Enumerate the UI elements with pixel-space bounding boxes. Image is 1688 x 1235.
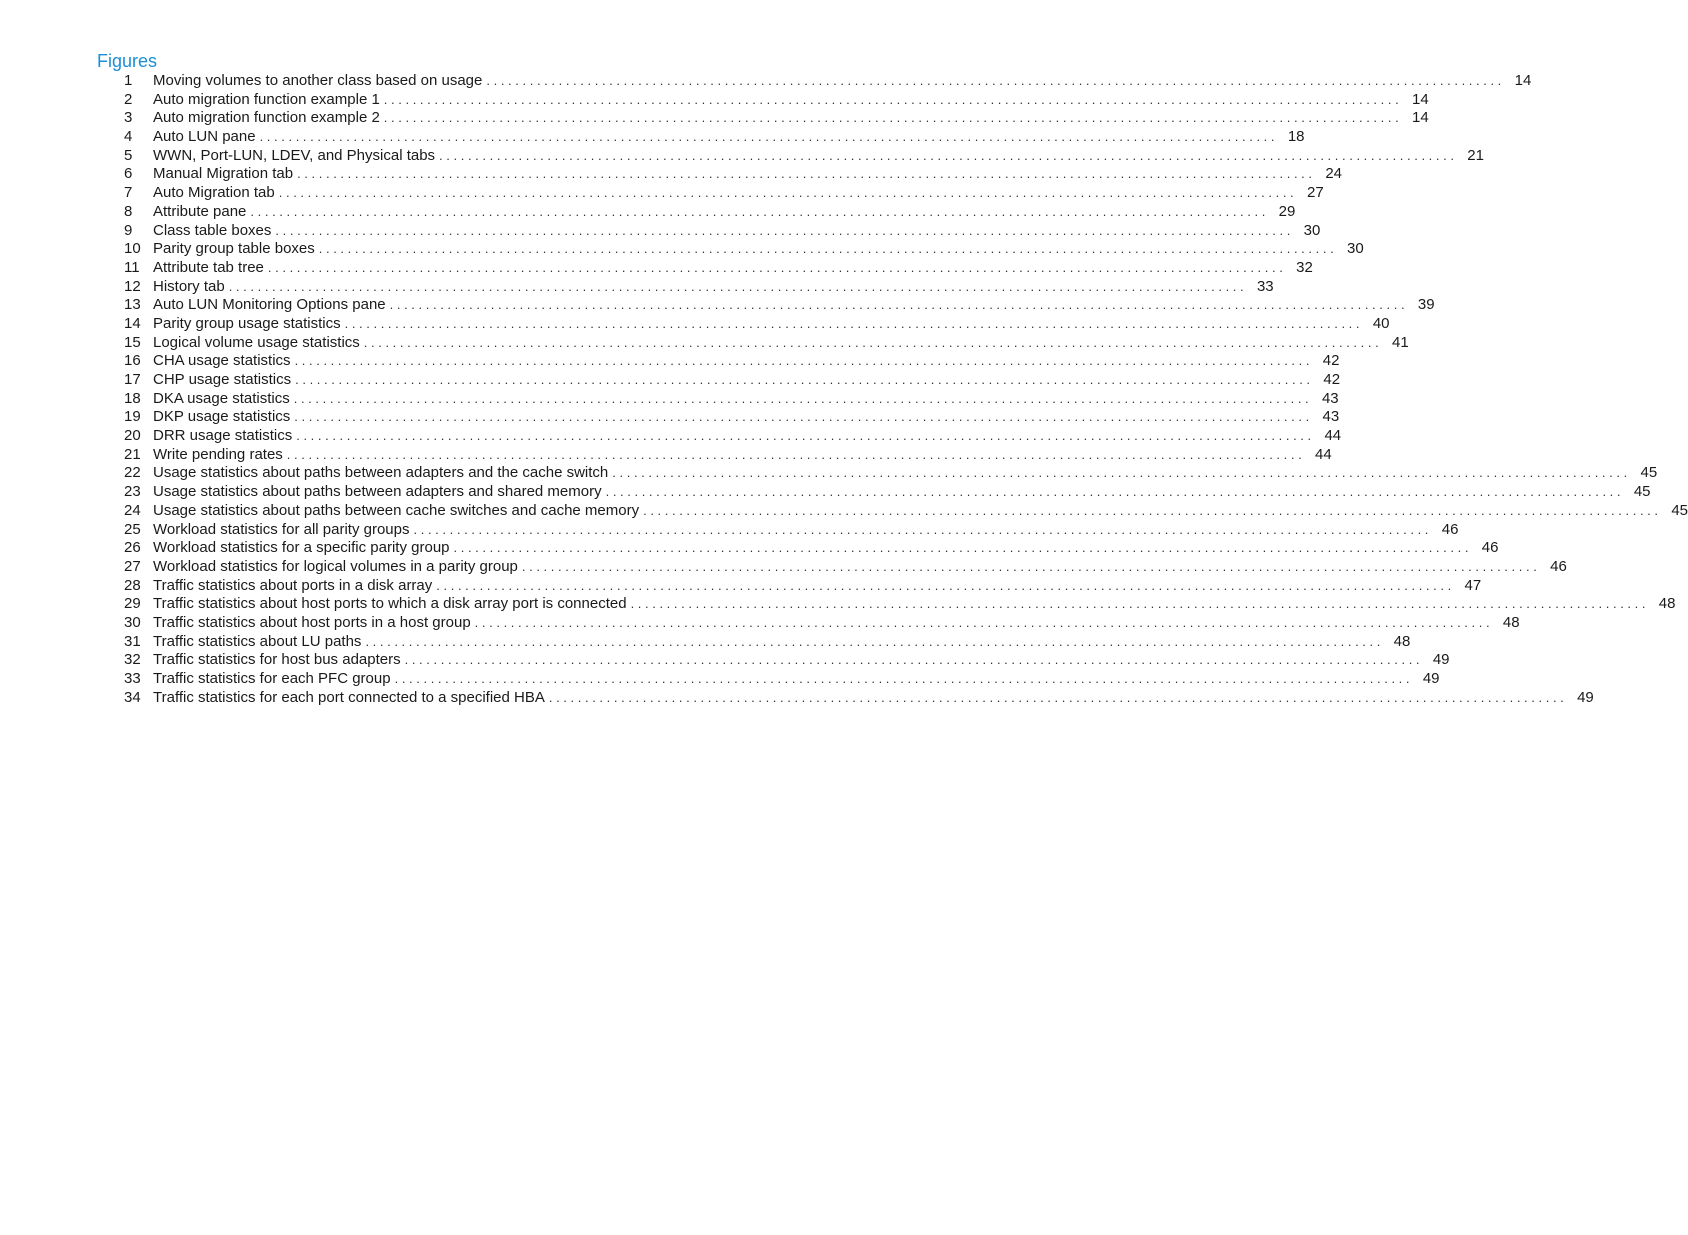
figure-number: 24 xyxy=(124,501,141,519)
figure-title[interactable]: Traffic statistics about ports in a disk array xyxy=(153,576,433,594)
figure-number: 8 xyxy=(124,202,133,220)
page-number[interactable]: 29 xyxy=(1278,202,1296,220)
page-number[interactable]: 48 xyxy=(1658,595,1676,613)
figure-entry[interactable] xyxy=(124,202,1296,222)
dot-leader xyxy=(279,184,1294,203)
page-number[interactable]: 27 xyxy=(1306,184,1324,202)
figure-title[interactable]: DKA usage statistics xyxy=(153,389,290,407)
figure-entry[interactable] xyxy=(124,333,1409,353)
page-number[interactable]: 48 xyxy=(1502,613,1520,631)
figure-entry[interactable] xyxy=(124,184,1324,203)
figure-entry[interactable] xyxy=(124,595,1676,614)
figure-entry[interactable] xyxy=(124,408,1340,427)
figure-entry[interactable] xyxy=(124,651,1450,670)
figure-entry[interactable] xyxy=(124,427,1342,446)
dot-leader xyxy=(436,577,1451,596)
figure-number: 2 xyxy=(124,90,133,108)
figure-title[interactable]: Traffic statistics about host ports in a host group xyxy=(153,613,471,631)
figure-title[interactable]: Attribute tab tree xyxy=(153,258,264,276)
figure-title[interactable]: Usage statistics about paths between adapters and shared memory xyxy=(153,483,602,501)
figure-title[interactable]: Traffic statistics about host ports to which a disk array port is connected xyxy=(153,595,627,613)
dot-leader xyxy=(268,259,1283,278)
figure-number: 32 xyxy=(124,651,141,669)
dot-leader xyxy=(475,614,1490,633)
dot-leader xyxy=(287,446,1302,465)
figure-number: 4 xyxy=(124,128,133,146)
figure-entry[interactable] xyxy=(124,520,1459,540)
page-number[interactable]: 41 xyxy=(1392,333,1409,351)
figure-title[interactable]: Class table boxes xyxy=(153,221,272,239)
page-number[interactable]: 21 xyxy=(1467,146,1484,164)
dot-leader xyxy=(439,147,1454,166)
figure-number: 10 xyxy=(124,240,141,258)
figure-number: 28 xyxy=(124,576,141,594)
dot-leader xyxy=(631,595,1646,614)
figure-title[interactable]: Usage statistics about paths between cache switches and cache memory xyxy=(153,501,640,519)
figure-number: 27 xyxy=(124,557,141,575)
figure-title[interactable]: Parity group usage statistics xyxy=(153,314,341,332)
figure-number: 3 xyxy=(124,109,133,127)
figure-title[interactable]: Traffic statistics for host bus adapters xyxy=(153,651,401,669)
figure-entry[interactable] xyxy=(124,90,1429,110)
page-number[interactable]: 43 xyxy=(1322,408,1340,426)
figure-number: 18 xyxy=(124,389,141,407)
section-title: Figures xyxy=(97,51,158,71)
figure-title[interactable]: DKP usage statistics xyxy=(153,408,291,426)
figure-entry[interactable] xyxy=(124,632,1411,652)
figure-number: 7 xyxy=(124,184,133,202)
dot-leader xyxy=(319,240,1334,259)
figure-title[interactable]: History tab xyxy=(153,277,225,295)
figure-title[interactable]: Auto migration function example 1 xyxy=(153,90,380,108)
figure-number: 33 xyxy=(124,670,141,687)
figure-entry[interactable] xyxy=(124,670,1440,689)
dot-leader xyxy=(250,203,1265,222)
page-number[interactable]: 49 xyxy=(1432,651,1450,669)
figure-title[interactable]: Workload statistics for a specific parity group xyxy=(153,539,450,557)
page-number[interactable]: 30 xyxy=(1303,221,1321,239)
figure-number: 11 xyxy=(124,258,140,276)
figure-title[interactable]: Usage statistics about paths between adapters and the cache switch xyxy=(153,464,609,482)
page-number[interactable]: 45 xyxy=(1640,464,1658,482)
figure-number: 22 xyxy=(124,464,141,482)
figure-number: 19 xyxy=(124,408,141,426)
figure-title[interactable]: CHP usage statistics xyxy=(153,371,292,388)
page-number[interactable]: 46 xyxy=(1550,557,1567,575)
page-number[interactable]: 14 xyxy=(1514,72,1532,89)
dot-leader xyxy=(295,352,1310,371)
figure-title[interactable]: WWN, Port-LUN, LDEV, and Physical tabs xyxy=(153,146,436,164)
dot-leader xyxy=(643,502,1658,521)
dot-leader xyxy=(486,72,1501,91)
figure-number: 13 xyxy=(124,296,141,314)
page-number[interactable]: 49 xyxy=(1577,688,1594,706)
figure-title[interactable]: Auto LUN pane xyxy=(153,128,256,146)
dot-leader xyxy=(606,483,1621,502)
figure-title[interactable]: Auto migration function example 2 xyxy=(153,109,380,127)
figure-number: 26 xyxy=(124,539,141,557)
page-number[interactable]: 47 xyxy=(1464,576,1482,594)
dot-leader xyxy=(522,558,1537,577)
figure-title[interactable]: Auto Migration tab xyxy=(153,184,275,202)
page-number[interactable]: 46 xyxy=(1441,520,1459,538)
dot-leader xyxy=(454,539,1469,558)
figure-number: 25 xyxy=(124,520,141,538)
page-number[interactable]: 45 xyxy=(1633,483,1651,501)
figure-title[interactable]: Traffic statistics for each port connected to a specified HBA xyxy=(153,688,545,706)
figure-title[interactable]: Traffic statistics for each PFC group xyxy=(153,670,391,687)
dot-leader xyxy=(297,165,1312,184)
figure-title[interactable]: Write pending rates xyxy=(153,445,283,463)
figure-title[interactable]: Auto LUN Monitoring Options pane xyxy=(153,296,386,314)
figure-entry[interactable] xyxy=(124,258,1313,278)
figure-entry[interactable] xyxy=(124,557,1567,577)
page-number[interactable]: 42 xyxy=(1322,352,1340,370)
dot-leader xyxy=(345,315,1360,334)
dot-leader xyxy=(294,390,1309,409)
figure-entry[interactable] xyxy=(124,109,1429,128)
page-number[interactable]: 14 xyxy=(1412,90,1429,108)
figure-title[interactable]: Traffic statistics about LU paths xyxy=(153,632,362,650)
page-number[interactable]: 46 xyxy=(1481,539,1499,557)
figure-entry[interactable] xyxy=(124,613,1520,633)
dot-leader xyxy=(294,408,1309,427)
page-number[interactable]: 45 xyxy=(1671,501,1688,519)
figure-entry[interactable] xyxy=(124,688,1594,708)
page-number[interactable]: 30 xyxy=(1347,240,1364,258)
dot-leader xyxy=(295,371,1310,390)
figure-title[interactable]: Logical volume usage statistics xyxy=(153,333,360,351)
figure-number: 1 xyxy=(124,72,133,89)
figure-number: 9 xyxy=(124,221,133,239)
figure-number: 31 xyxy=(124,632,141,650)
figure-number: 23 xyxy=(124,483,141,501)
figure-entry[interactable] xyxy=(124,501,1688,521)
page-number[interactable]: 32 xyxy=(1296,258,1313,276)
dot-leader xyxy=(549,689,1564,708)
figure-entry[interactable] xyxy=(124,352,1340,371)
dot-leader xyxy=(414,521,1429,540)
figure-entry[interactable] xyxy=(124,128,1305,147)
figure-title[interactable]: DRR usage statistics xyxy=(153,427,293,445)
page-number[interactable]: 39 xyxy=(1417,296,1435,314)
figure-title[interactable]: CHA usage statistics xyxy=(153,352,291,370)
dot-leader xyxy=(365,633,1380,652)
page-number[interactable]: 14 xyxy=(1412,109,1429,127)
figure-title[interactable]: Manual Migration tab xyxy=(153,165,294,183)
figure-entry[interactable] xyxy=(124,464,1658,483)
figure-list xyxy=(124,72,1688,707)
figure-number: 30 xyxy=(124,613,141,631)
dot-leader xyxy=(364,334,1379,353)
figure-entry[interactable] xyxy=(124,539,1499,558)
dot-leader xyxy=(390,296,1405,315)
figure-number: 14 xyxy=(124,314,141,332)
figure-entry[interactable] xyxy=(124,146,1484,166)
dot-leader xyxy=(296,427,1311,446)
dot-leader xyxy=(384,91,1399,110)
figure-entry[interactable] xyxy=(124,165,1342,184)
figure-number: 17 xyxy=(124,371,141,388)
page-number[interactable]: 24 xyxy=(1325,165,1342,183)
page-number[interactable]: 33 xyxy=(1256,277,1274,295)
figure-number: 16 xyxy=(124,352,141,370)
figure-entry[interactable] xyxy=(124,240,1364,259)
figure-entry[interactable] xyxy=(124,371,1341,390)
figure-number: 21 xyxy=(124,445,141,463)
figure-number: 6 xyxy=(124,165,133,183)
page-number[interactable]: 40 xyxy=(1372,314,1390,332)
page-number[interactable]: 42 xyxy=(1323,371,1341,388)
figure-number: 34 xyxy=(124,688,141,706)
page-number[interactable]: 18 xyxy=(1287,128,1305,146)
page-number[interactable]: 48 xyxy=(1393,632,1411,650)
figure-title[interactable]: Attribute pane xyxy=(153,202,247,220)
figure-number: 12 xyxy=(124,277,141,295)
figure-entry[interactable] xyxy=(124,389,1339,409)
figure-number: 29 xyxy=(124,595,141,613)
figure-title[interactable]: Workload statistics for logical volumes in a parity group xyxy=(153,557,518,575)
dot-leader xyxy=(405,651,1420,670)
figure-entry[interactable] xyxy=(124,296,1435,315)
figure-entry[interactable] xyxy=(124,72,1532,91)
dot-leader xyxy=(275,222,1290,241)
figure-title[interactable]: Parity group table boxes xyxy=(153,240,315,258)
figure-entry[interactable] xyxy=(124,277,1274,297)
figure-number: 15 xyxy=(124,333,141,351)
figure-number: 20 xyxy=(124,427,141,445)
figure-number: 5 xyxy=(124,146,133,164)
dot-leader xyxy=(260,128,1275,147)
page-number[interactable]: 43 xyxy=(1321,389,1339,407)
page-number[interactable]: 44 xyxy=(1324,427,1342,445)
figure-entry[interactable] xyxy=(124,483,1651,502)
figure-entry[interactable] xyxy=(124,576,1482,596)
dot-leader xyxy=(612,464,1627,483)
page-number[interactable]: 49 xyxy=(1422,670,1440,687)
figure-title[interactable]: Moving volumes to another class based on usage xyxy=(153,72,483,89)
figure-title[interactable]: Workload statistics for all parity groups xyxy=(153,520,410,538)
dot-leader xyxy=(384,109,1399,128)
page-number[interactable]: 44 xyxy=(1315,445,1332,463)
figure-entry[interactable] xyxy=(124,221,1321,241)
dot-leader xyxy=(395,670,1410,689)
figure-entry[interactable] xyxy=(124,445,1332,465)
dot-leader xyxy=(229,278,1244,297)
figure-entry[interactable] xyxy=(124,314,1390,334)
